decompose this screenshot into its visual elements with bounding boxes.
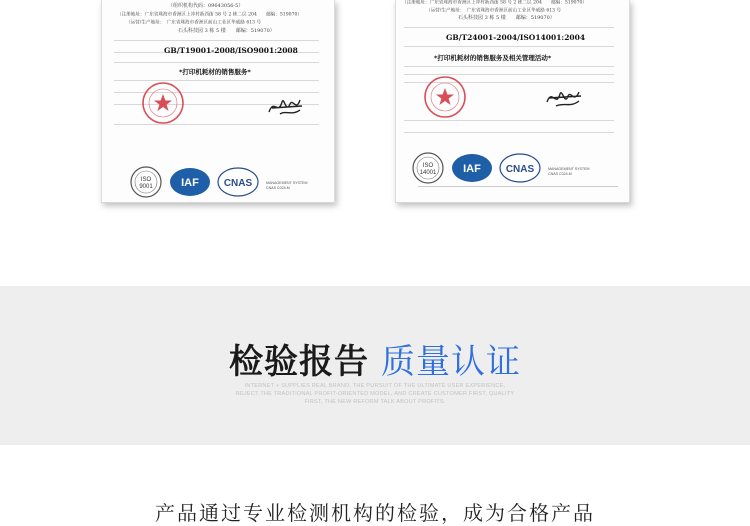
quality-statement: 产品通过专业检测机构的检验，成为合格产品 [155,501,595,525]
section-header-band [0,286,750,445]
ops-address-line: （运营/生产地址： 广东省珠海市香洲区前山工业区华威路 613 号 [126,20,262,26]
svg-text:9001: 9001 [139,184,153,190]
subtitle-line: INTERNET + SUPPLIES REAL BRAND, THE PURSUIT OF THE ULTIMATE USER EXPERIENCE, [244,383,506,389]
section-title [0,334,750,383]
divider [404,46,614,47]
ops-address-line-2: 石头科技园 3 栋 5 楼 邮编：519070） [178,28,275,34]
svg-text:CNAS: CNAS [505,164,535,175]
divider [404,132,614,133]
svg-text:CNAS C024-M: CNAS C024-M [266,186,290,190]
signature [266,92,306,120]
title-main: 检验报告 [229,342,369,382]
reg-address-line: （注册地址：广东省珠海市香洲区上冲村新西街 58 号 2 栋二层 204 邮编：519070） [117,12,303,18]
subtitle-line: FIRST, THE NEW REFORM TALK ABOUT PROFITS. [304,399,446,405]
svg-text:MANAGEMENT SYSTEM: MANAGEMENT SYSTEM [548,167,590,171]
divider [404,27,614,28]
divider [114,124,319,125]
divider [114,40,319,41]
reg-address-line: （注册地址：广东省珠海市香洲区上冲村新西街 58 号 2 栋二层 204 邮编：519070） [402,0,588,6]
certification-logos [408,150,618,190]
iso14001-certificate [395,0,630,203]
divider [404,120,614,121]
red-seal-stamp [422,74,468,120]
ops-address-line: （运营/生产地址： 广东省珠海市香洲区前山工业区华威路 613 号 [426,8,562,14]
ops-address-line-2: 石头科技园 3 栋 5 楼 邮编：519070） [458,15,555,21]
svg-text:CNAS: CNAS [223,178,253,189]
signature [544,84,584,112]
subtitle-line: REJECT THE TRADITIONAL PROFIT-ORIENTED MODEL, AND CREATE CUSTOMER FIRST, QUALITY [235,391,515,397]
svg-text:ISO: ISO [140,177,152,183]
certified-scope: *打印机耗材的销售服务及相关管理活动* [434,54,552,62]
svg-text:IAF: IAF [181,177,199,189]
red-seal-stamp [140,80,186,126]
bottom-section [0,445,750,525]
svg-text:IAF: IAF [463,163,481,175]
certification-logos [126,164,326,200]
certified-scope: *打印机耗材的销售服务* [179,68,251,76]
standard-code: GB/T24001-2004/ISO14001:2004 [446,33,586,42]
iso9001-certificate [101,0,335,203]
svg-text:ISO: ISO [422,163,434,169]
svg-text:14001: 14001 [419,170,437,176]
divider [404,66,614,67]
org-code-line: （组织机构代码：09643056-5） [168,3,244,9]
svg-text:MANAGEMENT SYSTEM: MANAGEMENT SYSTEM [266,181,308,185]
english-subtitle [210,382,540,406]
svg-text:CNAS C024-M: CNAS C024-M [548,172,572,176]
standard-code: GB/T19001-2008/ISO9001:2008 [164,46,298,55]
title-accent: 质量认证 [381,342,521,382]
divider [114,62,319,63]
